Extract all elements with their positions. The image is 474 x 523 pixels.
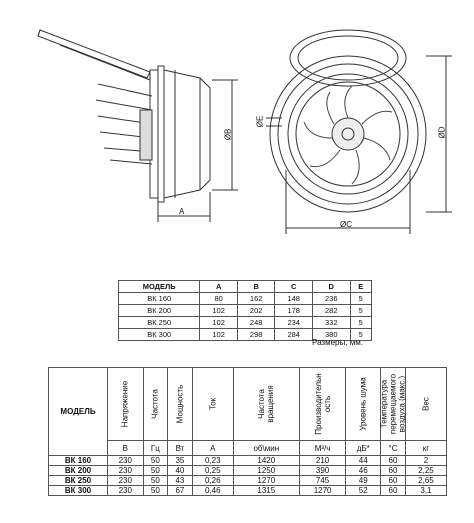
table-cell: 230 [108,466,144,476]
table-cell: 60 [381,466,406,476]
table-cell: 102 [200,305,238,317]
table-cell: 102 [200,329,238,341]
dim-header-b: B [237,281,275,293]
table-cell: ВК 160 [119,293,200,305]
table-cell: 230 [108,486,144,496]
table-cell: 80 [200,293,238,305]
table-cell: 2 [405,456,446,466]
unit-cell: Гц [143,441,168,456]
table-cell: 50 [143,466,168,476]
table-row [119,317,372,329]
spec-header-label: Частота вращения [257,385,276,423]
spec-header-airflow [299,368,346,441]
unit-cell: Вт [168,441,193,456]
table-cell: 43 [168,476,193,486]
dim-label-b: ØB [223,128,233,141]
table-cell: 44 [346,456,381,466]
table-row [49,486,447,496]
dimensions-header-row [119,281,372,293]
table-cell: 0,26 [192,476,233,486]
table-cell: ВК 300 [119,329,200,341]
unit-cell: °С [381,441,406,456]
table-cell: 60 [381,476,406,486]
spec-header-label: Производительность [313,373,332,435]
table-cell: 0,23 [192,456,233,466]
table-cell: ВК 200 [119,305,200,317]
unit-cell: М³/ч [299,441,346,456]
table-cell: 35 [168,456,193,466]
table-cell: 67 [168,486,193,496]
table-cell: 102 [200,317,238,329]
dim-header-model: МОДЕЛЬ [119,281,200,293]
unit-cell: А [192,441,233,456]
table-row [49,466,447,476]
table-cell: 298 [237,329,275,341]
table-cell: ВК 250 [49,476,108,486]
table-cell: 0,25 [192,466,233,476]
table-cell: 52 [346,486,381,496]
table-cell: 332 [312,317,350,329]
dim-header-e: E [350,281,371,293]
table-cell: 230 [108,456,144,466]
table-cell: 282 [312,305,350,317]
spec-header-model: МОДЕЛЬ [49,368,108,456]
spec-header-label: Температура перемещаемого воздуха (макс.) [379,373,407,435]
table-row [49,456,447,466]
table-cell: ВК 160 [49,456,108,466]
spec-header-label: Напряжение [120,380,130,428]
table-cell: 148 [275,293,313,305]
table-cell: 745 [299,476,346,486]
table-cell: 5 [350,329,371,341]
dim-header-d: D [312,281,350,293]
table-cell: 202 [237,305,275,317]
table-cell: 1250 [233,466,299,476]
table-cell: 230 [108,476,144,486]
dim-label-c: ØC [340,220,352,229]
table-cell: 5 [350,293,371,305]
table-cell: 50 [143,476,168,486]
table-cell: 1420 [233,456,299,466]
table-cell: 49 [346,476,381,486]
table-row [119,305,372,317]
table-cell: 162 [237,293,275,305]
spec-header-label: Мощность [175,384,185,424]
spec-header-weight [405,368,446,441]
spec-header-power [168,368,193,441]
dim-label-a: A [179,207,185,216]
unit-cell: кг [405,441,446,456]
table-cell: 236 [312,293,350,305]
spec-header-label: Уровень шума [358,377,368,431]
dim-label-e: ØE [255,115,265,128]
table-cell: 2,25 [405,466,446,476]
unit-cell: об\мин [233,441,299,456]
table-row [49,476,447,486]
specs-units-row [49,441,447,456]
table-cell: ВК 200 [49,466,108,476]
spec-header-max-air-temp [381,368,406,441]
spec-header-label: Частота [150,389,160,419]
table-cell: 5 [350,317,371,329]
table-cell: 3,1 [405,486,446,496]
front-view [266,30,452,234]
table-cell: 390 [299,466,346,476]
spec-header-noise [346,368,381,441]
table-cell: 60 [381,486,406,496]
table-cell: 210 [299,456,346,466]
spec-header-frequency [143,368,168,441]
table-cell: 1315 [233,486,299,496]
dimensions-caption: Размеры, мм. [312,338,363,347]
table-cell: ВК 250 [119,317,200,329]
dimensions-table [118,280,372,341]
side-view [38,30,238,222]
table-cell: 1270 [233,476,299,486]
table-cell: 380 [312,329,350,341]
fan-technical-drawing [0,0,474,260]
table-cell: 46 [346,466,381,476]
specifications-table [48,367,447,496]
table-cell: 248 [237,317,275,329]
table-cell: 40 [168,466,193,476]
table-cell: 50 [143,456,168,466]
spec-header-label: Ток [208,397,218,411]
dim-header-c: C [275,281,313,293]
table-cell: ВК 300 [49,486,108,496]
table-cell: 5 [350,305,371,317]
specs-header-row [49,368,447,441]
unit-cell: дБ* [346,441,381,456]
table-cell: 50 [143,486,168,496]
table-cell: 234 [275,317,313,329]
table-cell: 0,46 [192,486,233,496]
dim-header-a: A [200,281,238,293]
table-row [119,293,372,305]
spec-header-voltage [108,368,144,441]
dim-label-d: ØD [437,126,447,139]
spec-header-label: Вес [421,397,431,411]
unit-cell: В [108,441,144,456]
table-cell: 284 [275,329,313,341]
table-cell: 60 [381,456,406,466]
spec-header-current [192,368,233,441]
spec-header-rpm [233,368,299,441]
table-cell: 2,65 [405,476,446,486]
table-cell: 1270 [299,486,346,496]
table-cell: 178 [275,305,313,317]
